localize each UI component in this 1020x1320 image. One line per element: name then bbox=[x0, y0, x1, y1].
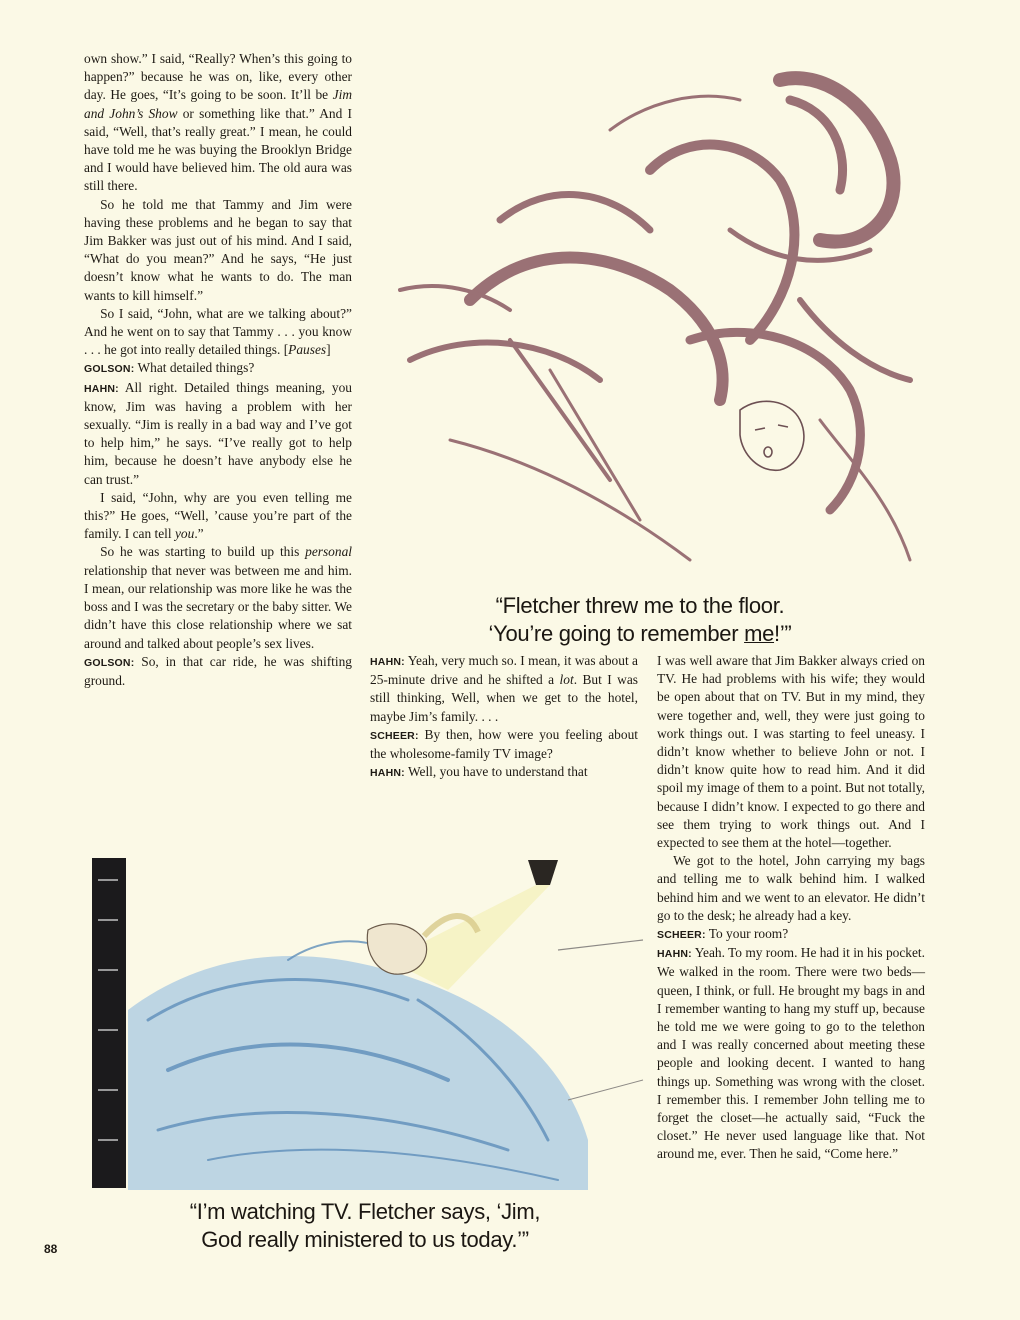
pull-quote-caption-1: “Fletcher threw me to the floor. ‘You’re going to remember me!’” bbox=[488, 593, 792, 646]
paragraph: I said, “John, why are you even telling me this?” He goes, “Well, ’cause you’re part of the family. I can tell you.” bbox=[84, 489, 352, 542]
page-number: 88 bbox=[44, 1242, 58, 1256]
interview-question: GOLSON: So, in that car ride, he was shifting ground. bbox=[84, 653, 352, 688]
paragraph: So he was starting to build up this personal relationship that never was between me and him. I mean, our relationship was more like he was the boss and I was the secretary or the baby sitter. We didn’t have this close relationship where we sat around and talked about people’s sex lives. bbox=[84, 544, 352, 651]
paragraph: We got to the hotel, John carrying my bags and telling me to walk behind him. I walked behind him and we went to an elevator. He didn’t go to the desk; he already had a key. bbox=[657, 853, 925, 923]
paragraph: own show.” I said, “Really? When’s this going to happen?” because he was on, like, every other day. He goes, “It’s going to be soon. It’ll be Jim and John’s Show or something like that.” And I said, “Well, that’s really great.” I mean, he could have told me he was buying the Brooklyn Bridge and I would have believed him. The old aura was still there. bbox=[84, 51, 352, 194]
interview-answer: HAHN: Well, you have to understand that bbox=[370, 764, 588, 780]
speaker-label: HAHN: bbox=[370, 656, 405, 668]
paragraph: So I said, “John, what are we talking about?” And he went on to say that Tammy . . . you know . . . he got into really detailed things. [Pauses] bbox=[84, 305, 352, 358]
interview-answer: HAHN: Yeah. To my room. He had it in his pocket. We walked in the room. There were two beds—queen, I think, or full. He brought my bags in and I remember wanting to hang my stuff up, because he told me we were going to go to the telethon and I was really concerned about meeting these people and looking decent. I wanted to hang things up. Something was wrong with the closet. I remember this. I remember John telling me to forget the closet—he actually said, “Fuck the closet.” He never used language like that. Not around me, ever. Then he said, “Come here.” bbox=[657, 945, 925, 1162]
paragraph: So he told me that Tammy and Jim were having these problems and he began to say that Jim Bakker was just out of his mind. And I said, “What do you mean?” And he says, “He just doesn’t know what he wants to do. The man wants to kill himself.” bbox=[84, 196, 352, 303]
interview-question: SCHEER: By then, how were you feeling about the wholesome-family TV image? bbox=[370, 726, 638, 762]
article-column-3 bbox=[657, 652, 925, 1164]
article-column-1 bbox=[84, 50, 352, 690]
speaker-label: GOLSON: bbox=[84, 656, 135, 669]
bed-sketch-illustration bbox=[88, 840, 646, 1200]
headboard-shape bbox=[92, 858, 126, 1188]
struggle-sketch-illustration bbox=[350, 40, 950, 585]
speaker-label: HAHN: bbox=[84, 382, 119, 395]
pull-quote-caption-2: “I’m watching TV. Fletcher says, ‘Jim, God really ministered to us today.’” bbox=[189, 1199, 541, 1252]
speaker-label: SCHEER: bbox=[657, 929, 706, 942]
paragraph: I was well aware that Jim Bakker always cried on TV. He had problems with his wife; they would be open about that on TV. But in my mind, they were together and, well, they were just going to work things out. I was starting to feel uneasy. I didn’t know whether to believe John or not. I didn’t know quite how to read him. And it did spoil my image of them to a point. But not totally, because I didn’t know. I expected to go there and see them trying to work things out. And I expected to see them at the hotel—together. bbox=[657, 653, 925, 851]
interview-answer: HAHN: All right. Detailed things meaning, you know, Jim was having a problem with her sexually. “Jim is really in a bad way and I’ve got to help him,” he says. “I’ve really got to help him, because he doesn’t have anybody else he can trust.” bbox=[84, 379, 352, 487]
interview-question: SCHEER: To your room? bbox=[657, 926, 789, 942]
interview-answer: HAHN: Yeah, very much so. I mean, it was about a 25-minute drive and he shifted a lot. But I was still thinking, Well, when we get to the hotel, maybe Jim’s family. . . . bbox=[370, 653, 638, 724]
speaker-label: GOLSON: bbox=[84, 363, 135, 376]
speaker-label: HAHN: bbox=[657, 948, 692, 961]
speaker-label: HAHN: bbox=[370, 767, 405, 780]
speaker-label: SCHEER: bbox=[370, 729, 419, 742]
article-column-2 bbox=[370, 652, 638, 782]
lamp-shape bbox=[528, 860, 558, 885]
interview-question: GOLSON: What detailed things? bbox=[84, 360, 255, 376]
